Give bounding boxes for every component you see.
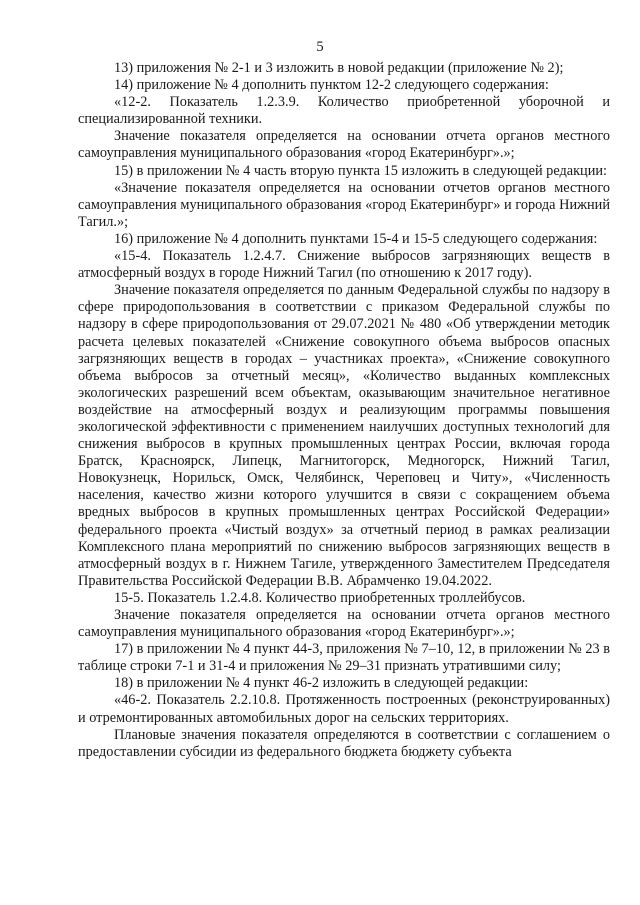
paragraph-item-15: 15) в приложении № 4 часть вторую пункта 15 изложить в следующей редакции: (114, 162, 607, 179)
paragraph-point-15-4: «15-4. Показатель 1.2.4.7. Снижение выбросов загрязняющих веществ в атмосферный воздух в городе Нижний Тагил (по отношению к 2017 году). (78, 248, 610, 282)
paragraph-point-12-2: «12-2. Показатель 1.2.3.9. Количество приобретенной уборочной и специализированной техники. (78, 94, 610, 128)
paragraph-item-13: 13) приложения № 2-1 и 3 изложить в новой редакции (приложение № 2); (114, 60, 564, 76)
paragraph-item-18: 18) в приложении № 4 пункт 46-2 изложить в следующей редакции: (114, 675, 529, 692)
paragraph-point-12-2-value: Значение показателя определяется на основании отчета органов местного самоуправления муниципального образования «город Екатеринбург».»; (78, 128, 610, 162)
paragraph-point-15-4-value: Значение показателя определяется по данным Федеральной службы по надзору в сфере природопользования в соответствии с приказом Федеральной службы по надзору в сфере природопользования от 29.07.2021 № 480 «Об утверждении методик расчета целевых показателей «Снижение совокупного объема выбросов опасных загрязняющих веществ в городах – участниках проекта», «Снижение совокупного объема выбросов за отчетный месяц», «Количество выданных комплексных экологических разрешений всем объектам, оказывающим значительное негативное воздействие на атмосферный воздух и реализующим программы повышения экологической эффективности с применением наилучших доступных технологий для снижения выбросов в крупных промышленных центрах России, включая города Братск, Красноярск, Липецк, Магнитогорск, Медногорск, Нижний Тагил, Новокузнецк, Норильск, Омск, Челябинск, Череповец и Читу», «Численность населения, качество жизни которого улучшится в связи с сокращением объема вредных выбросов в крупных промышленных центрах Российской Федерации» федерального проекта «Чистый воздух» за отчетный период в рамках реализации Комплексного плана мероприятий по снижению выбросов загрязняющих веществ в атмосферный воздух в г. Нижнем Тагиле, утвержденного Заместителем Председателя Правительства Российской Федерации В.В. Абрамченко 19.04.2022. (78, 282, 610, 589)
paragraph-point-15-5: 15-5. Показатель 1.2.4.8. Количество приобретенных троллейбусов. (114, 589, 526, 606)
page-number: 5 (316, 39, 324, 55)
document-body (78, 60, 610, 761)
paragraph-item-17: 17) в приложении № 4 пункт 44-3, приложения № 7–10, 12, в приложении № 23 в таблице строки 7-1 и 31-4 и приложения № 29–31 признать утратившими силу; (78, 641, 610, 675)
paragraph-point-15-text: «Значение показателя определяется на основании отчетов органов местного самоуправления муниципального образования «город Екатеринбург» и города Нижний Тагил.»; (78, 179, 610, 230)
paragraph-point-46-2-value: Плановые значения показателя определяются в соответствии с соглашением о предоставлении субсидии из федерального бюджета бюджету субъекта (78, 726, 610, 760)
paragraph-item-14: 14) приложение № 4 дополнить пунктом 12-2 следующего содержания: (114, 77, 549, 94)
paragraph-point-46-2: «46-2. Показатель 2.2.10.8. Протяженность построенных (реконструированных) и отремонтированных автомобильных дорог на сельских территориях. (78, 692, 610, 726)
paragraph-item-16: 16) приложение № 4 дополнить пунктами 15-4 и 15-5 следующего содержания: (114, 230, 598, 247)
paragraph-point-15-5-value: Значение показателя определяется на основании отчета органов местного самоуправления муниципального образования «город Екатеринбург».»; (78, 607, 610, 641)
